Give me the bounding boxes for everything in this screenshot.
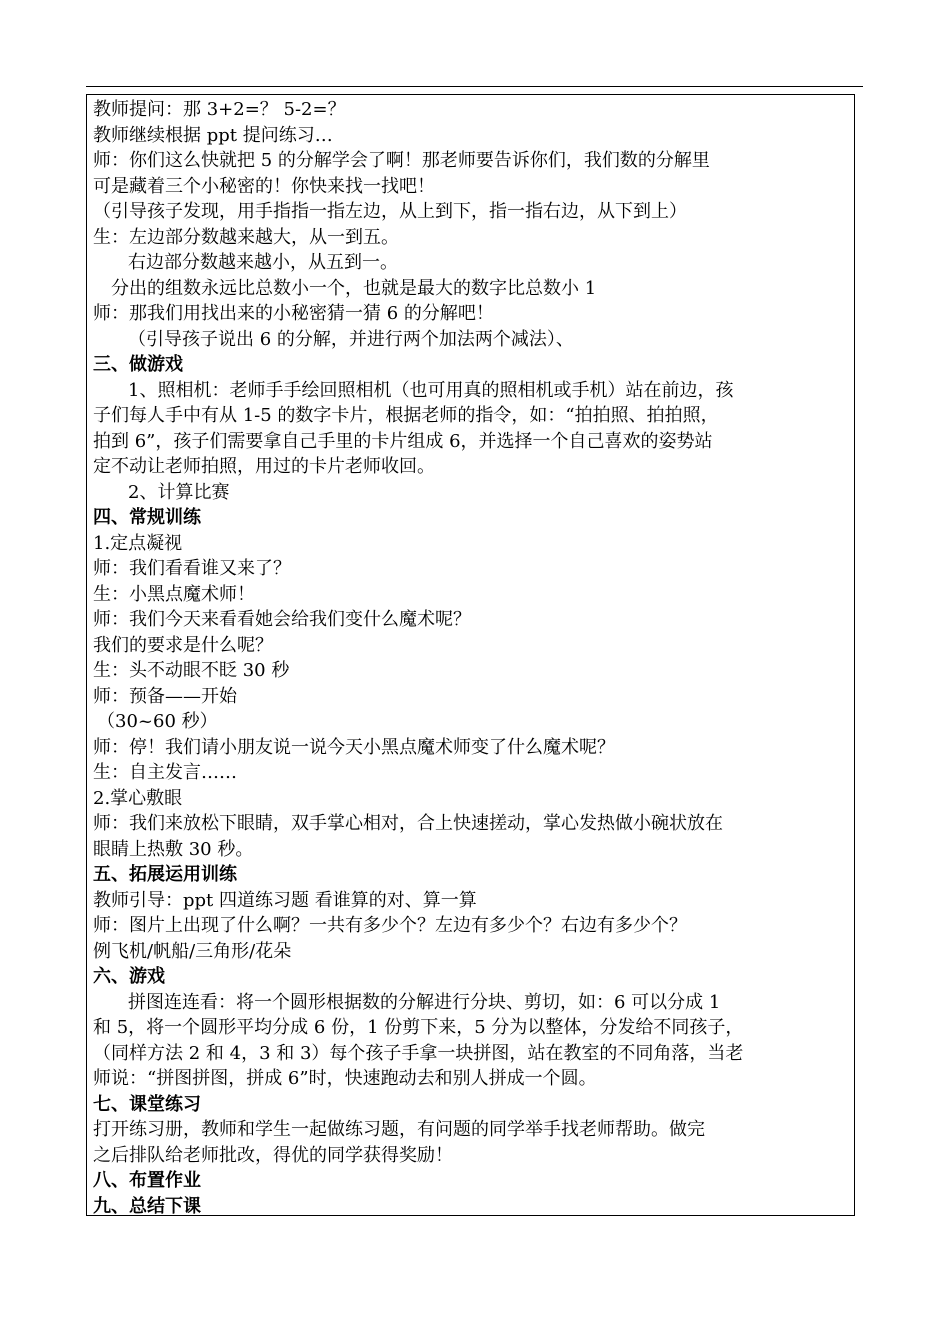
section-heading: 八、布置作业 — [93, 1170, 201, 1191]
text-line: 之后排队给老师批改，得优的同学获得奖励！ — [93, 1144, 453, 1166]
text-line: （同样方法 2 和 4，3 和 3）每个孩子手拿一块拼图，站在教室的不同角落，当老 — [93, 1042, 744, 1064]
section-heading: 七、课堂练习 — [93, 1093, 201, 1115]
text-line: 分出的组数永远比总数小一个，也就是最大的数字比总数小 1 — [111, 277, 597, 299]
text-line: 右边部分数越来越小，从五到一。 — [128, 252, 398, 273]
section-heading: 九、总结下课 — [93, 1195, 201, 1217]
text-line: 师：你们这么快就把 5 的分解学会了啊！那老师要告诉你们，我们数的分解里 — [93, 150, 710, 171]
text-line: 生：小黑点魔术师！ — [93, 583, 255, 605]
text-line: 和 5，将一个圆形平均分成 6 份，1 份剪下来，5 分为以整体，分发给不同孩子， — [93, 1017, 744, 1038]
section-heading: 六、游戏 — [93, 966, 165, 987]
text-line: 拍到 6”，孩子们需要拿自己手里的卡片组成 6，并选择一个自己喜欢的姿势站 — [93, 430, 713, 452]
text-line: 教师提问：那 3+2=？ 5-2=？ — [93, 99, 346, 120]
text-line: 子们每人手中有从 1-5 的数字卡片，根据老师的指令，如：“拍拍照、拍拍照， — [93, 405, 719, 426]
text-line: 教师引导：ppt 四道练习题 看谁算的对、算一算 — [93, 889, 477, 911]
text-line: 1.定点凝视 — [93, 532, 183, 554]
text-line: 生：头不动眼不眨 30 秒 — [93, 660, 290, 681]
text-line: 2、计算比赛 — [128, 481, 230, 503]
text-line: 我们的要求是什么呢？ — [93, 634, 273, 656]
text-line: 拼图连连看：将一个圆形根据数的分解进行分块、剪切，如：6 可以分成 1 — [128, 991, 721, 1013]
section-heading: 五、拓展运用训练 — [93, 864, 237, 885]
text-line: 打开练习册，教师和学生一起做练习题，有问题的同学举手找老师帮助。做完 — [93, 1119, 705, 1140]
text-line: 师：预备——开始 — [93, 685, 237, 707]
text-line: 2.掌心敷眼 — [93, 787, 183, 809]
text-line: 生：左边部分数越来越大，从一到五。 — [93, 226, 399, 248]
section-heading: 四、常规训练 — [93, 507, 201, 528]
text-line: 师：停！我们请小朋友说一说今天小黑点魔术师变了什么魔术呢？ — [93, 736, 615, 758]
text-line: 师说：“拼图拼图，拼成 6”时，快速跑动去和别人拼成一个圆。 — [93, 1068, 597, 1089]
text-line: 可是藏着三个小秘密的！你快来找一找吧！ — [93, 175, 435, 197]
header-rule — [86, 86, 863, 87]
text-line: 师：我们今天来看看她会给我们变什么魔术呢？ — [93, 609, 471, 630]
text-line: （引导孩子发现，用手指指一指左边，从上到下，指一指右边，从下到上） — [93, 201, 687, 222]
text-line: 生：自主发言…… — [93, 762, 237, 783]
text-line: 教师继续根据 ppt 提问练习… — [93, 124, 333, 146]
text-line: 师：我们来放松下眼睛，双手掌心相对，合上快速搓动，掌心发热做小碗状放在 — [93, 813, 723, 834]
text-line: （引导孩子说出 6 的分解，并进行两个加法两个减法）、 — [128, 328, 574, 350]
text-line: 1、照相机：老师手手绘回照相机（也可用真的照相机或手机）站在前边，孩 — [128, 379, 734, 401]
text-line: 师：我们看看谁又来了？ — [93, 558, 291, 579]
text-line: 师：那我们用找出来的小秘密猜一猜 6 的分解吧！ — [93, 303, 494, 324]
lesson-plan-content — [86, 94, 855, 1216]
section-heading: 三、做游戏 — [93, 354, 183, 375]
text-line: 眼睛上热敷 30 秒。 — [93, 838, 254, 860]
text-line: 师：图片上出现了什么啊？一共有多少个？左边有多少个？右边有多少个？ — [93, 915, 687, 936]
text-line: 例飞机/帆船/三角形/花朵 — [93, 940, 292, 962]
text-line: （30~60 秒） — [97, 711, 218, 732]
text-line: 定不动让老师拍照，用过的卡片老师收回。 — [93, 456, 435, 477]
